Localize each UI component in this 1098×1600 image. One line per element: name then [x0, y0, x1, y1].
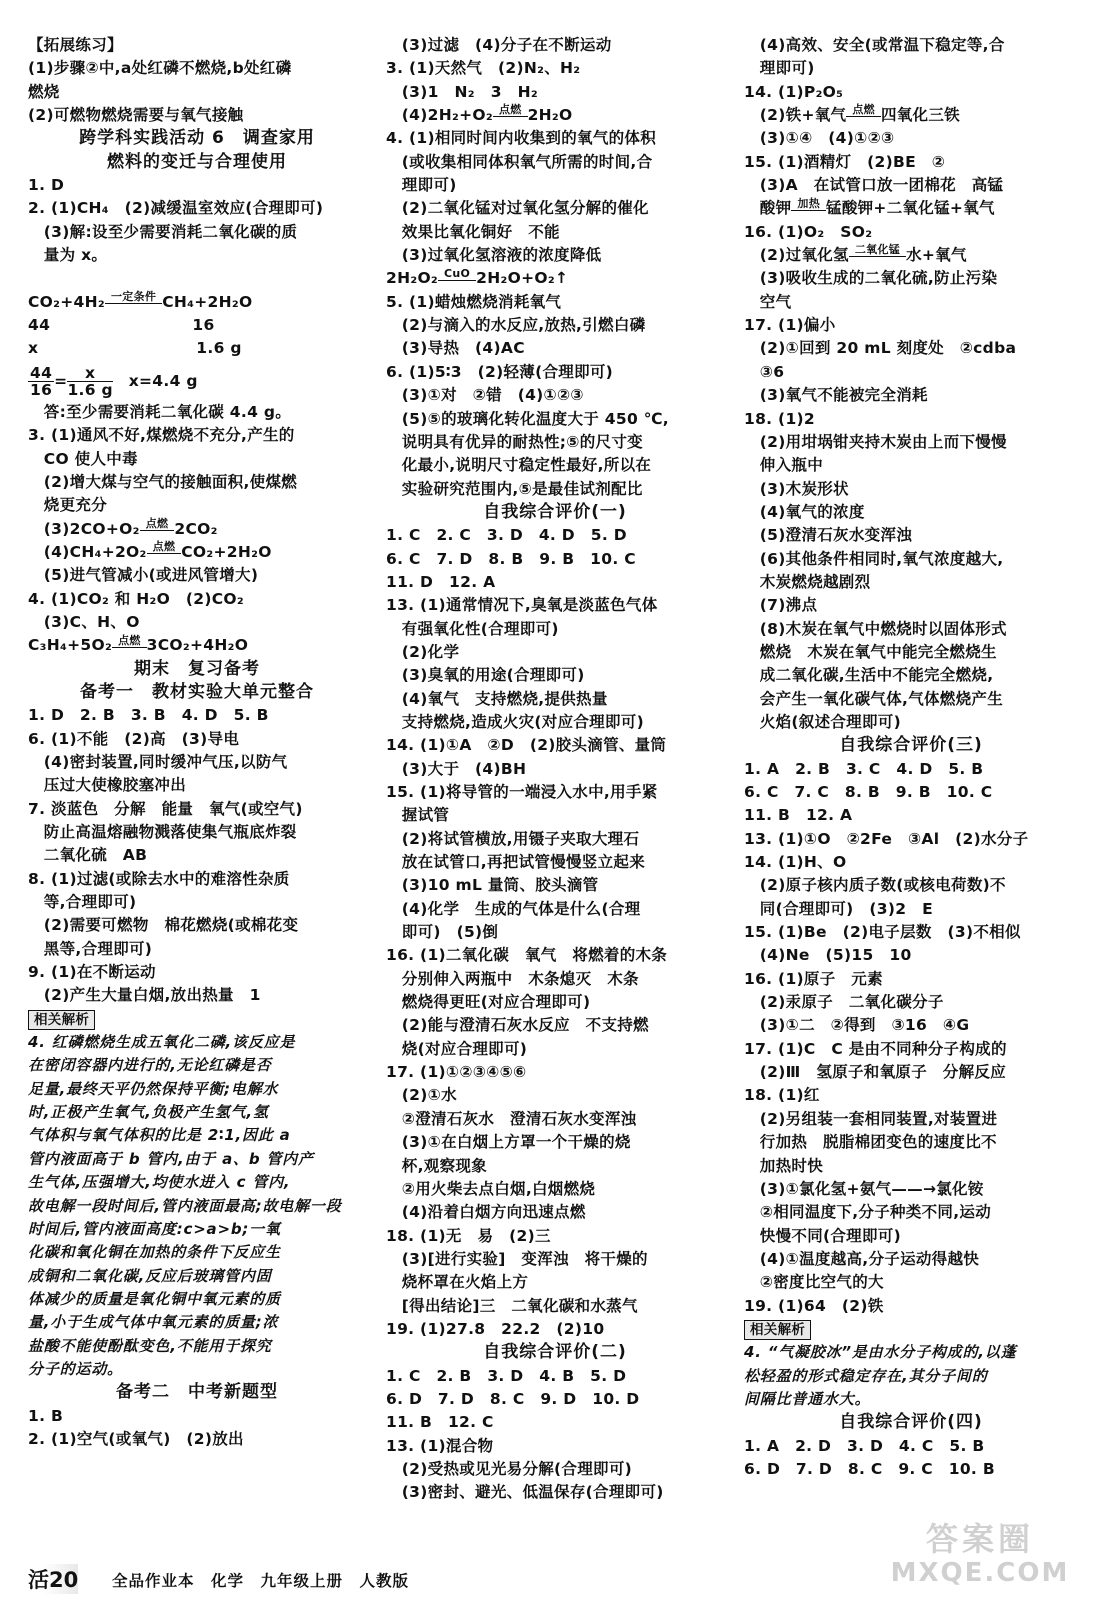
watermark-url: MXQE.COM	[890, 1558, 1070, 1588]
chemical-equation	[386, 267, 724, 290]
answer-column-right	[744, 34, 1078, 1481]
answer-line: (3)C、H、O	[28, 612, 140, 631]
denominator: 1.6 g	[67, 380, 113, 399]
answer-line: (2)需要可燃物 棉花燃烧(或棉花变	[28, 916, 299, 935]
answer-line: (4)Ne (5)15 10	[744, 946, 912, 965]
analysis-text: 盐酸不能使酚酞变色,不能用于探究	[28, 1336, 272, 1355]
answer-line: 7. 淡蓝色 分解 能量 氧气(或空气)	[28, 799, 303, 818]
answer-line: ②相同温度下,分子种类不同,运动	[744, 1203, 992, 1222]
watermark-logo-text: 答案圈	[925, 1520, 1034, 1558]
equation-arrow-space	[105, 304, 162, 314]
answer-line: 6. (1)不能 (2)高 (3)导电	[28, 729, 240, 748]
equation-products: 四氧化三铁	[880, 106, 960, 125]
answer-line: 13. (1)混合物	[386, 1436, 494, 1455]
equation-products: 2CO₂	[174, 519, 218, 538]
answer-line: 烧杯罩在火焰上方	[386, 1273, 529, 1292]
answer-line: 1. B	[28, 1406, 64, 1425]
answer-line: (3)10 mL 量筒、胶头滴管	[386, 876, 599, 895]
equation-condition: CuO	[438, 268, 476, 281]
chemical-equation	[28, 541, 366, 564]
equation-condition-arrow	[112, 635, 147, 658]
answer-line: 握试管	[386, 806, 450, 825]
answer-line: 5. (1)蜡烛燃烧消耗氧气	[386, 292, 562, 311]
answer-line: (3)A 在试管口放一团棉花 高锰	[744, 176, 1004, 195]
equation-condition-arrow	[438, 268, 476, 291]
fraction	[67, 365, 112, 398]
section-heading: 自我综合评价(四)	[839, 1412, 983, 1433]
answer-line: (4)①温度越高,分子运动得越快	[744, 1249, 980, 1268]
tag-label: 相关解析	[28, 1010, 95, 1030]
answer-line: 答:至少需要消耗二氧化碳 4.4 g。	[28, 402, 292, 421]
answer-line: 1. D	[28, 176, 65, 195]
answer-line: 1. D 2. B 3. B 4. D 5. B	[28, 706, 269, 725]
answer-line: (1)步骤②中,a处红磷不燃烧,b处红磷	[28, 59, 292, 78]
answer-line: (6)其他条件相同时,氧气浓度越大,	[744, 549, 1004, 568]
chemical-equation	[28, 291, 366, 314]
answer-line: (3)①二 ②得到 ③16 ④G	[744, 1016, 970, 1035]
answer-line: 加热时快	[744, 1156, 824, 1175]
answer-line: 11. D 12. A	[386, 572, 496, 591]
answer-line: 15. (1)将导管的一端浸入水中,用手紧	[386, 783, 658, 801]
equation-products: 水+氧气	[906, 246, 967, 265]
answer-line: 支持燃烧,造成火灾(对应合理即可)	[386, 712, 644, 731]
answer-line: 4. (1)CO₂ 和 H₂O (2)CO₂	[28, 589, 244, 608]
answer-line: 15. (1)酒精灯 (2)BE ②	[744, 152, 946, 171]
related-analysis-tag	[28, 1008, 366, 1031]
answer-line: (4)密封装置,同时缓冲气压,以防气	[28, 752, 288, 771]
analysis-text: 分子的运动。	[28, 1359, 123, 1378]
answer-line: 1. A 2. B 3. C 4. D 5. B	[744, 759, 984, 778]
answer-line: 6. D 7. D 8. C 9. D 10. D	[386, 1389, 640, 1408]
answer-line: 16. (1)原子 元素	[744, 969, 883, 988]
answer-line: 防止高温熔融物溅落使集气瓶底炸裂	[28, 823, 297, 841]
answer-line: 【拓展练习】	[28, 36, 123, 54]
answer-line: 14. (1)①A ②D (2)胶头滴管、量筒	[386, 736, 667, 755]
analysis-text: 松轻盈的形式稳定存在,其分子间的	[744, 1366, 988, 1385]
answer-line: 火焰(叙述合理即可)	[744, 712, 901, 731]
answer-line: 空气	[744, 292, 792, 311]
equation-products: 3CO₂+4H₂O	[146, 636, 249, 655]
answer-line: 14. (1)P₂O₅	[744, 82, 844, 101]
answer-line: (2)增大煤与空气的接触面积,使煤燃	[28, 472, 298, 491]
answer-line: 同(合理即可) (3)2 E	[744, 899, 933, 918]
answer-line: [得出结论]三 二氧化碳和水蒸气	[386, 1296, 638, 1315]
answer-line: (5)进气管减小(或进风管增大)	[28, 566, 259, 585]
equation-arrow-space	[438, 281, 476, 291]
equation-reactants: (4)2H₂+O₂	[386, 106, 493, 125]
answer-line: 杯,观察现象	[386, 1156, 487, 1175]
equation-products: 2H₂O+O₂↑	[476, 269, 569, 288]
section-heading: 自我综合评价(二)	[483, 1342, 627, 1363]
answer-line: (2)受热或见光易分解(合理即可)	[386, 1459, 633, 1478]
answer-line: 2. (1)空气(或氧气) (2)放出	[28, 1429, 244, 1448]
analysis-text: 化碳和氧化铜在加热的条件下反应生	[28, 1243, 281, 1262]
answer-line: 成二氧化碳,生活中不能完全燃烧,	[744, 666, 994, 685]
equation-arrow-space	[849, 257, 906, 267]
equation-products: CH₄+2H₂O	[162, 292, 253, 311]
analysis-text: 间隔比普通水大。	[744, 1389, 871, 1408]
answer-line: (3)①④ (4)①②③	[744, 129, 895, 148]
answer-line: (2)汞原子 二氧化碳分子	[744, 993, 944, 1012]
answer-line: (2)将试管横放,用镊子夹取大理石	[386, 829, 640, 848]
equation-products: 锰酸钾+二氧化锰+氧气	[826, 199, 995, 218]
analysis-text: 气体积与氧气体积的比是 2∶1,因此 a	[28, 1126, 291, 1145]
answer-line: (2)可燃物燃烧需要与氧气接触	[28, 106, 244, 125]
answer-line: 17. (1)偏小	[744, 316, 836, 335]
equation-reactants: (4)CH₄+2O₂	[28, 542, 147, 561]
equation-products: 2H₂O	[527, 106, 573, 125]
answer-line: 烧更充分	[28, 496, 108, 515]
answer-column-middle	[386, 34, 724, 1505]
answer-line: 13. (1)①O ②2Fe ③Al (2)水分子	[744, 829, 1029, 848]
related-analysis-tag	[744, 1318, 1078, 1341]
chemical-equation	[28, 518, 366, 541]
answer-line: 效果比氧化铜好 不能	[386, 222, 560, 241]
answer-line: 理即可)	[386, 176, 457, 195]
analysis-text: 体减少的质量是氧化铜中氧元素的质	[28, 1289, 281, 1308]
answer-line: (3)1 N₂ 3 H₂	[386, 82, 538, 101]
answer-line: (4)氧气 支持燃烧,提供热量	[386, 689, 608, 708]
equation-condition: 点燃	[493, 104, 528, 117]
answer-line: 二氧化硫 AB	[28, 846, 148, 865]
answer-line: 说明具有优异的耐热性;⑤的尺寸变	[386, 432, 643, 451]
answer-line: 1. C 2. B 3. D 4. B 5. D	[386, 1366, 627, 1385]
answer-line: 燃烧 木炭在氧气中能完全燃烧生	[744, 642, 997, 661]
answer-line: (3)氧气不能被完全消耗	[744, 386, 928, 405]
equation-products: CO₂+2H₂O	[181, 542, 272, 561]
equation-condition: 点燃	[147, 541, 182, 554]
answer-line: 6. (1)5∶3 (2)轻薄(合理即可)	[386, 362, 614, 381]
answer-line: (3)臭氧的用途(合理即可)	[386, 666, 585, 685]
answer-line: (2)化学	[386, 642, 460, 661]
equation-condition: 点燃	[846, 104, 881, 117]
answer-line: (2)产生大量白烟,放出热量 1	[28, 986, 261, 1005]
analysis-text: 量,小于生成气体中氧元素的质量;浓	[28, 1313, 279, 1332]
equation-reactants: C₃H₄+5O₂	[28, 636, 113, 655]
equation-arrow-space	[493, 117, 528, 127]
answer-line: (2)另组装一套相同装置,对装置进	[744, 1109, 998, 1128]
answer-line: 3. (1)天然气 (2)N₂、H₂	[386, 59, 581, 78]
chemical-equation	[28, 634, 366, 657]
equation-condition-arrow	[846, 104, 881, 127]
equation-reactants: (2)过氧化氢	[744, 246, 849, 265]
proportion-result: x=4.4 g	[112, 371, 198, 390]
answer-line: 压过大使橡胶塞冲出	[28, 776, 187, 795]
answer-line: 18. (1)2	[744, 409, 815, 428]
equation-reactants: (2)铁+氧气	[744, 106, 847, 125]
answer-line: 13. (1)通常情况下,臭氧是淡蓝色气体	[386, 596, 658, 615]
spacer	[28, 267, 366, 290]
answer-line: (8)木炭在氧气中燃烧时以固体形式	[744, 619, 1007, 638]
section-heading: 备考二 中考新题型	[116, 1382, 278, 1403]
answer-line: (5)⑤的玻璃化转化温度大于 450 ℃,	[386, 409, 669, 428]
answer-line: 伸入瓶中	[744, 456, 824, 475]
answer-line: 木炭燃烧越剧烈	[744, 572, 871, 591]
equation-condition-arrow	[147, 541, 182, 564]
answer-line: 烧(对应合理即可)	[386, 1039, 528, 1058]
answer-line: 16. (1)二氧化碳 氧气 将燃着的木条	[386, 946, 668, 965]
answer-line: (3)密封、避光、低温保存(合理即可)	[386, 1483, 664, 1502]
answer-line: (4)沿着白烟方向迅速点燃	[386, 1203, 586, 1222]
answer-line: (2)①回到 20 mL 刻度处 ②cdba	[744, 339, 1017, 358]
equation-arrow-space	[791, 211, 826, 221]
answer-line: (3)①在白烟上方罩一个干燥的烧	[386, 1133, 631, 1152]
answer-line: 黑等,合理即可)	[28, 939, 153, 958]
equation-condition-arrow	[849, 244, 906, 267]
answer-line: 17. (1)①②③④⑤⑥	[386, 1063, 527, 1082]
answer-line: (2)用坩埚钳夹持木炭由上而下慢慢	[744, 432, 1007, 451]
answer-line: (3)①氯化氢+氨气——→氯化铵	[744, 1179, 984, 1198]
answer-line: 会产生一氧化碳气体,气体燃烧产生	[744, 689, 1003, 708]
answer-line: 燃烧	[28, 82, 60, 101]
equation-reactants: (3)2CO+O₂	[28, 519, 140, 538]
analysis-text: 足量,最终天平仍然保持平衡;电解水	[28, 1079, 279, 1098]
answer-line: 3. (1)通风不好,煤燃烧不充分,产生的	[28, 426, 295, 445]
chemical-equation	[744, 244, 1078, 267]
answer-line: 15. (1)Be (2)电子层数 (3)不相似	[744, 923, 1021, 942]
equation-arrow-space	[846, 117, 881, 127]
chemical-equation	[744, 104, 1078, 127]
answer-column-left	[28, 34, 366, 1451]
equation-condition-arrow	[140, 518, 175, 541]
answer-line: 量为 x。	[28, 246, 108, 265]
answer-line: 实验研究范围内,⑤是最佳试剂配比	[386, 479, 643, 498]
answer-line: (2)原子核内质子数(或核电荷数)不	[744, 876, 1006, 895]
answer-line: ②用火柴去点白烟,白烟燃烧	[386, 1179, 596, 1198]
answer-line: 18. (1)无 易 (2)三	[386, 1226, 551, 1245]
answer-line: (2)与滴入的水反应,放热,引燃白磷	[386, 316, 646, 335]
answer-line: x 1.6 g	[28, 339, 242, 358]
section-heading: 期末 复习备考	[134, 658, 260, 679]
answer-line: (2)能与澄清石灰水反应 不支持燃	[386, 1016, 649, 1035]
answer-line: 44 16	[28, 316, 215, 335]
equation-reactants: CO₂+4H₂	[28, 292, 105, 311]
answer-line: 有强氧化性(合理即可)	[386, 619, 559, 638]
answer-line: 放在试管口,再把试管慢慢竖立起来	[386, 853, 645, 872]
equation-reactants: 酸钾	[744, 199, 792, 218]
proportion-equation	[28, 361, 366, 401]
numerator: 44	[30, 363, 53, 382]
answer-line: 11. B 12. C	[386, 1413, 494, 1432]
answer-line: 16. (1)O₂ SO₂	[744, 222, 873, 241]
analysis-text: 成铜和二氧化碳,反应后玻璃管内固	[28, 1266, 272, 1285]
answer-line: (3)①对 ②错 (4)①②③	[386, 386, 584, 405]
answer-line: (3)过滤 (4)分子在不断运动	[386, 36, 612, 54]
watermark-logo	[880, 1520, 1080, 1592]
answer-line: 分别伸入两瓶中 木条熄灭 木条	[386, 969, 639, 988]
answer-line: (4)高效、安全(或常温下稳定等,合	[744, 36, 1005, 54]
equation-condition: 点燃	[112, 635, 147, 648]
answer-line: ②密度比空气的大	[744, 1273, 884, 1292]
chemical-equation	[386, 104, 724, 127]
answer-line: 6. C 7. C 8. B 9. B 10. C	[744, 783, 993, 801]
section-heading: 跨学科实践活动 6 调查家用	[79, 128, 315, 149]
section-heading: 备考一 教材实验大单元整合	[80, 681, 314, 702]
section-heading: 燃料的变迁与合理使用	[107, 151, 287, 172]
answer-line: (2)①水	[386, 1086, 457, 1105]
answer-line: (4)氧气的浓度	[744, 502, 865, 521]
equation-condition: 加热	[791, 198, 826, 211]
analysis-text: 4. “气凝胶冰”是由水分子构成的,以蓬	[744, 1343, 1017, 1362]
answer-line: 4. (1)相同时间内收集到的氧气的体积	[386, 129, 657, 148]
section-heading: 自我综合评价(一)	[483, 501, 627, 522]
analysis-text: 在密闭容器内进行的,无论红磷是否	[28, 1056, 272, 1075]
analysis-text: 管内液面高于 b 管内,由于 a、b 管内产	[28, 1149, 314, 1168]
answer-line: (3)大于 (4)BH	[386, 759, 527, 778]
answer-line: 行加热 脱脂棉团变色的速度比不	[744, 1133, 997, 1152]
answer-line: 18. (1)红	[744, 1086, 820, 1105]
answer-line: (3)[进行实验] 变浑浊 将干燥的	[386, 1249, 648, 1268]
answer-line: (2)Ⅲ 氢原子和氧原子 分解反应	[744, 1063, 1007, 1082]
answer-line: 14. (1)H、O	[744, 853, 847, 872]
answer-line: 2. (1)CH₄ (2)减缓温室效应(合理即可)	[28, 199, 324, 218]
equation-arrow-space	[147, 554, 182, 564]
equation-condition: 点燃	[140, 518, 175, 531]
equation-reactants: 2H₂O₂	[386, 269, 439, 288]
answer-line: (7)沸点	[744, 596, 818, 615]
answer-line: 9. (1)在不断运动	[28, 963, 156, 982]
analysis-text: 生气体,压强增大,均使水进入 c 管内,	[28, 1173, 291, 1192]
analysis-text: 4. 红磷燃烧生成五氧化二磷,该反应是	[28, 1033, 296, 1052]
answer-line: (3)吸收生成的二氧化硫,防止污染	[744, 269, 998, 288]
answer-line: ②澄清石灰水 澄清石灰水变浑浊	[386, 1109, 637, 1128]
book-info: 全品作业本 化学 九年级上册 人教版	[112, 1572, 410, 1590]
answer-line: 化最小,说明尺寸稳定性最好,所以在	[386, 456, 652, 475]
answer-line: 燃烧得更旺(对应合理即可)	[386, 993, 591, 1012]
answer-line: 17. (1)C C 是由不同种分子构成的	[744, 1039, 1007, 1058]
equation-condition-arrow	[493, 104, 528, 127]
answer-line: (2)二氧化锰对过氧化氢分解的催化	[386, 199, 649, 218]
equation-condition-arrow	[105, 291, 162, 314]
answer-line: 1. C 2. C 3. D 4. D 5. D	[386, 526, 627, 545]
answer-line: 6. D 7. D 8. C 9. C 10. B	[744, 1459, 995, 1478]
answer-line: 即可) (5)倒	[386, 923, 499, 942]
analysis-text: 故电解一段时间后,管内液面最高;故电解一段	[28, 1196, 342, 1215]
answer-line: (4)化学 生成的气体是什么(合理	[386, 899, 641, 918]
answer-line: 8. (1)过滤(或除去水中的难溶性杂质	[28, 869, 290, 888]
fraction	[28, 365, 54, 398]
answer-line: (3)木炭形状	[744, 479, 849, 498]
answer-line: (3)导热 (4)AC	[386, 339, 525, 358]
chemical-equation	[744, 197, 1078, 220]
answer-line: 1. A 2. D 3. D 4. C 5. B	[744, 1436, 985, 1455]
answer-line: 19. (1)64 (2)铁	[744, 1296, 884, 1315]
answer-line: 19. (1)27.8 22.2 (2)10	[386, 1319, 605, 1338]
answer-line: 等,合理即可)	[28, 893, 137, 912]
answer-line: (3)过氧化氢溶液的浓度降低	[386, 246, 602, 265]
answer-line: 理即可)	[744, 59, 815, 78]
equation-condition: 一定条件	[105, 291, 162, 304]
answer-line: CO 使人中毒	[28, 449, 138, 468]
equation-condition-arrow	[791, 198, 826, 221]
equation-condition: 二氧化锰	[849, 244, 906, 257]
answer-line: (或收集相同体积氧气所需的时间,合	[386, 152, 653, 171]
page-number: 活20	[28, 1564, 78, 1594]
answer-line: 11. B 12. A	[744, 806, 853, 825]
answer-line: ③6	[744, 362, 785, 381]
section-heading: 自我综合评价(三)	[839, 735, 983, 756]
analysis-text: 时,正极产生氧气,负极产生氢气,氢	[28, 1103, 269, 1122]
answer-line: (3)解:设至少需要消耗二氧化碳的质	[28, 222, 298, 241]
answer-line: 快慢不同(合理即可)	[744, 1226, 901, 1245]
numerator: x	[67, 365, 112, 382]
answer-line: (5)澄清石灰水变浑浊	[744, 526, 913, 545]
answer-line: 6. C 7. D 8. B 9. B 10. C	[386, 549, 636, 568]
equation-arrow-space	[112, 648, 147, 658]
denominator: 16	[30, 380, 53, 399]
tag-label: 相关解析	[744, 1320, 811, 1340]
equals-sign: =	[54, 371, 68, 390]
analysis-text: 时间后,管内液面高度:c>a>b;一氧	[28, 1219, 281, 1238]
